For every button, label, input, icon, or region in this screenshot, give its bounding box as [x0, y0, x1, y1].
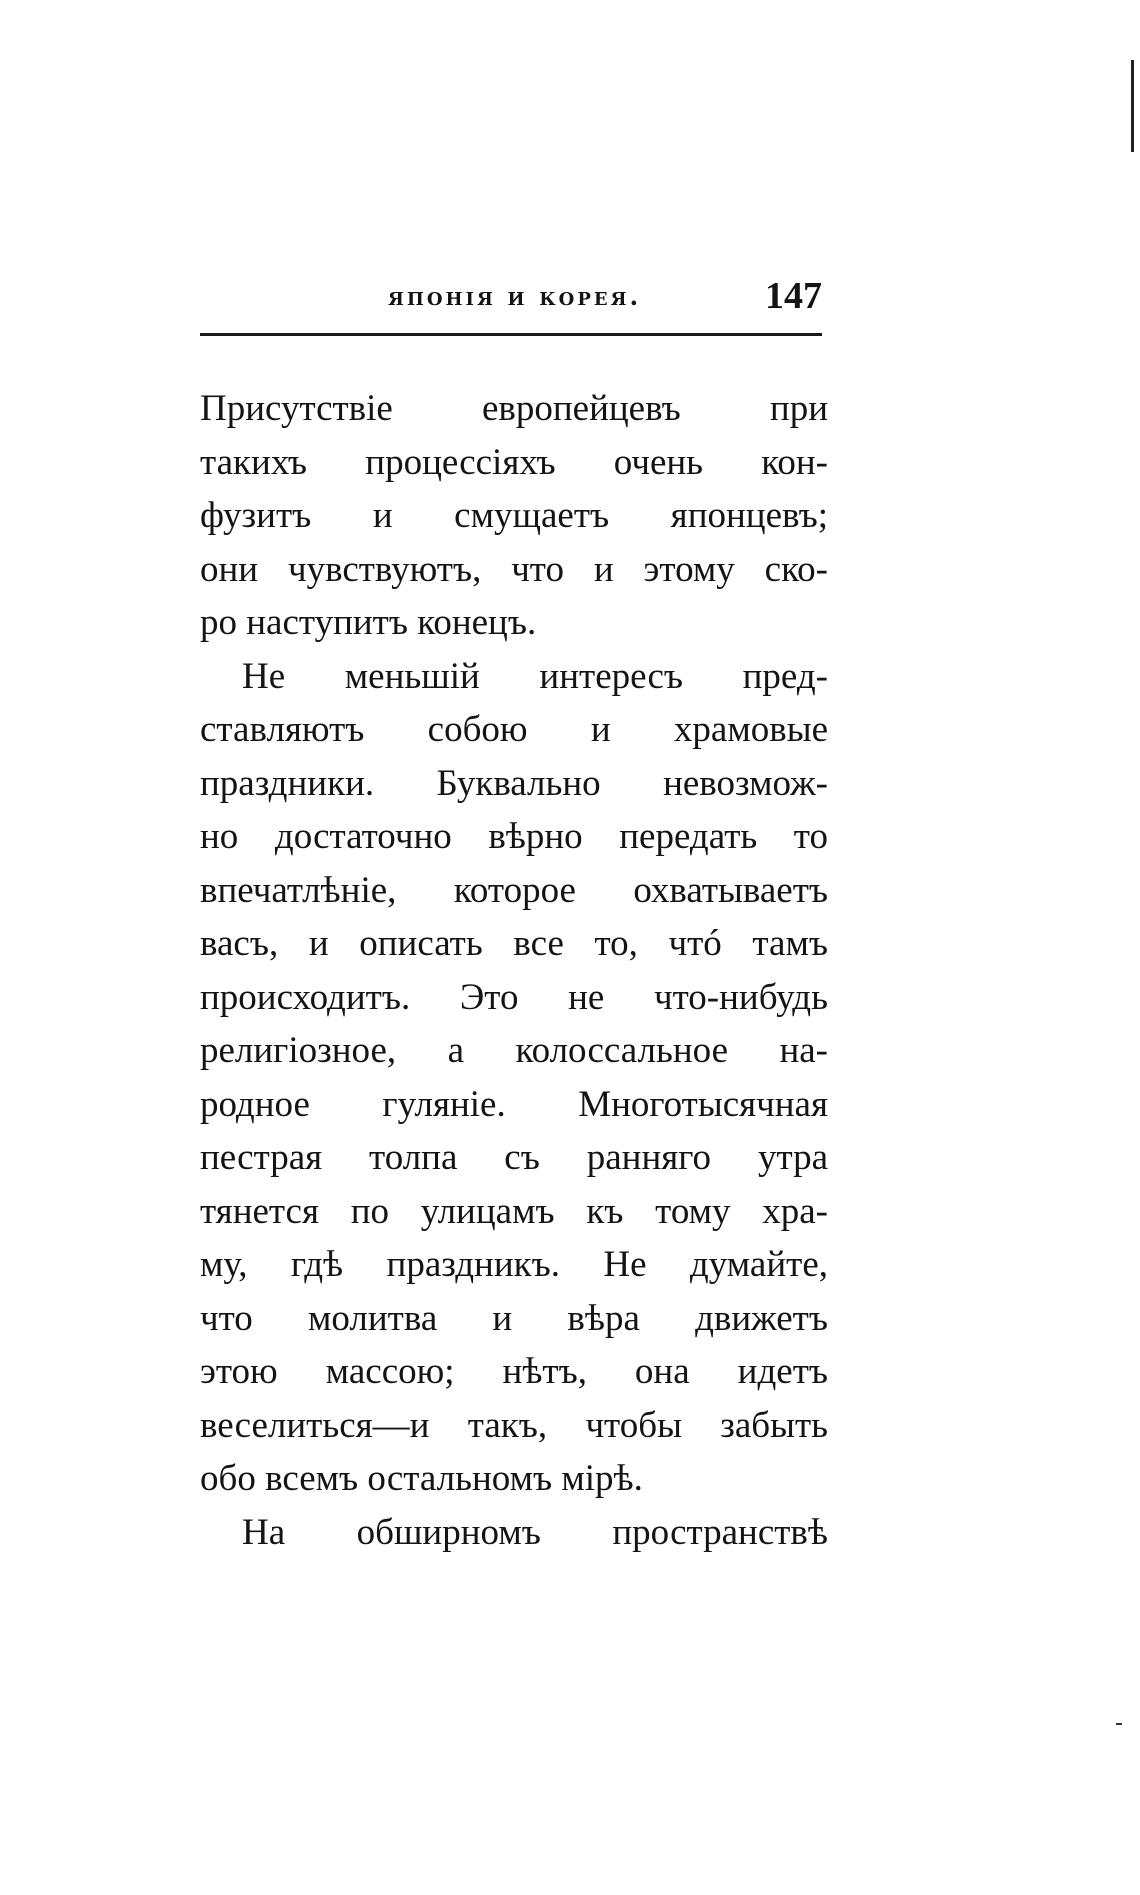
text-line: веселиться—и такъ, чтобы забыть [200, 1404, 828, 1446]
text-line: праздники. Буквально невозмож- [200, 762, 828, 804]
text-line: му, гдѣ праздникъ. Не думайте, [200, 1244, 828, 1285]
text-line: обо всемъ остальномъ мірѣ. [200, 1458, 643, 1499]
text-line: происходитъ. Это не что-нибудь [200, 976, 828, 1018]
text-line: что молитва и вѣра движетъ [200, 1297, 828, 1339]
page-number: 147 [765, 275, 822, 317]
running-head [200, 274, 828, 324]
text-line: ставляютъ собою и храмовые [200, 709, 828, 750]
header-rule [200, 333, 822, 336]
page-speck [1116, 1723, 1122, 1725]
text-line: но достаточно вѣрно передать то [200, 816, 828, 857]
text-line: такихъ процессіяхъ очень кон- [200, 441, 828, 483]
text-line: На обширномъ пространствѣ [242, 1511, 828, 1553]
text-line: васъ, и описать все то, чтó тамъ [200, 923, 828, 964]
text-line: Не меньшій интересъ пред- [242, 655, 828, 697]
running-title: японія и корея. [388, 282, 642, 311]
text-line: Присутствіе европейцевъ при [200, 388, 828, 429]
text-line: впечатлѣніе, которое охватываетъ [200, 869, 828, 911]
text-line: ро наступитъ конецъ. [200, 602, 537, 643]
text-line: этою массою; нѣтъ, она идетъ [200, 1351, 828, 1392]
text-line: родное гуляніе. Многотысячная [200, 1083, 828, 1125]
page-edge-mark [1131, 60, 1134, 152]
text-line: они чувствуютъ, что и этому ско- [200, 548, 828, 590]
body-text [200, 382, 828, 1559]
text-line: религіозное, а колоссальное на- [200, 1030, 828, 1071]
text-line: фузитъ и смущаетъ японцевъ; [200, 495, 828, 536]
text-line: пестрая толпа съ ранняго утра [200, 1137, 828, 1178]
text-line: тянется по улицамъ къ тому хра- [200, 1190, 828, 1232]
